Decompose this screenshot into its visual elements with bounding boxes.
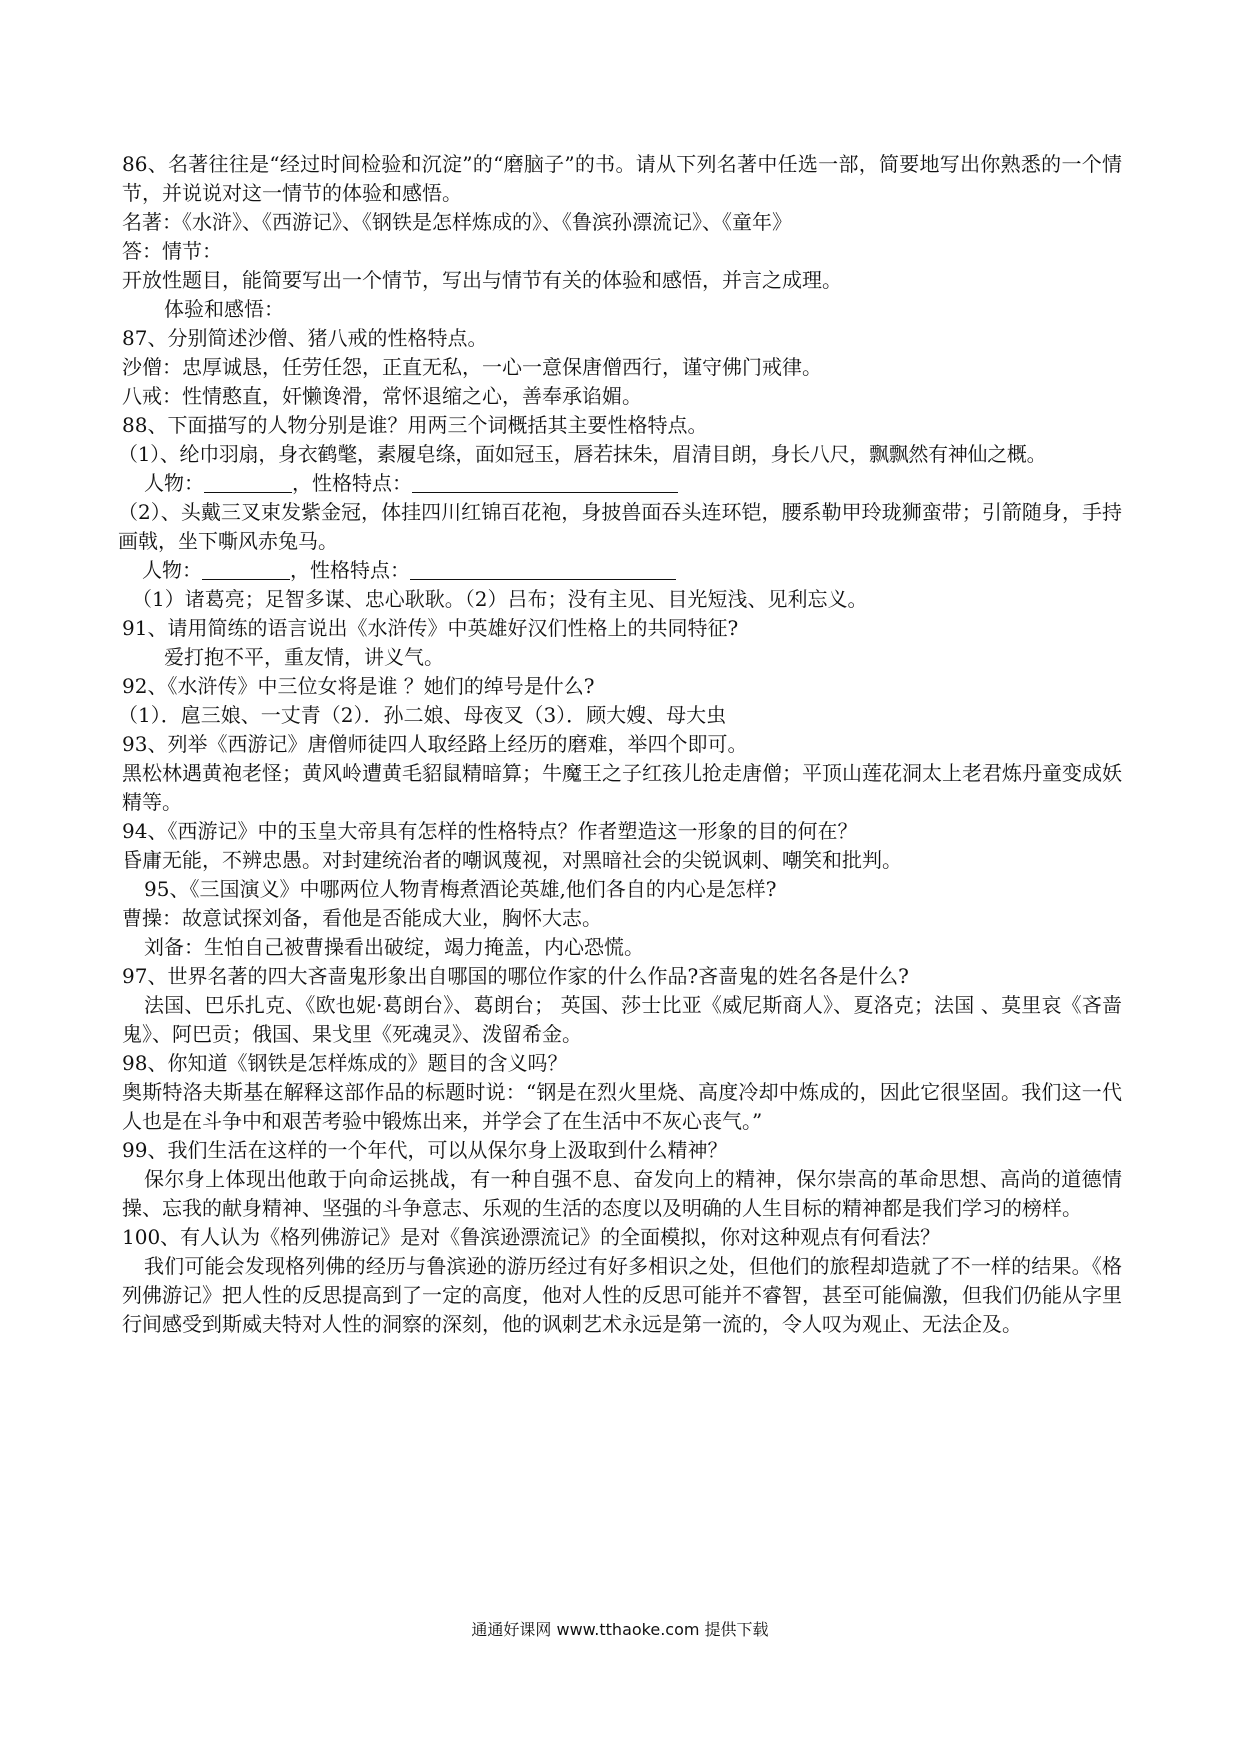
answer-line: 答：情节：	[122, 239, 222, 263]
answer-line: 我们可能会发现格列佛的经历与鲁滨逊的游历经过有好多相识之处，但他们的旅程却造就了不一样的结果。《格列佛游记》把人性的反思提高到了一定的高度，他对人性的反思可能并不睿智，甚至可能偏激，但我们仍能从字里行间感受到斯威夫特对人性的洞察的深刻，他的讽刺艺术永远是第一流的，令人叹为观止、无法企及。	[122, 1254, 1122, 1336]
question-99: 99、我们生活在这样的一个年代，可以从保尔身上汲取到什么精神？	[122, 1138, 728, 1162]
person-label: 人物：	[142, 558, 202, 582]
sub-question-2: （2）、头戴三叉束发紫金冠，体挂四川红锦百花袍，身披兽面吞头连环铠，腰系勒甲玲珑狮蛮带；引箭随身，手持画戟，坐下嘶风赤兔马。	[118, 500, 1122, 553]
answer-line: 法国、巴乐扎克、《欧也妮·葛朗台》、葛朗台； 英国、莎士比亚《威尼斯商人》、夏洛克；法国 、莫里哀《吝啬鬼》、阿巴贡；俄国、果戈里《死魂灵》、泼留希金。	[122, 993, 1122, 1046]
question-94: 94、《西游记》中的玉皇大帝具有怎样的性格特点？作者塑造这一形象的目的何在？	[122, 819, 858, 843]
document-body	[118, 150, 1122, 1339]
answer-line: 沙僧：忠厚诚恳，任劳任怨，正直无私，一心一意保唐僧西行，谨守佛门戒律。	[122, 355, 822, 379]
traits-blank	[410, 559, 676, 580]
answer-line: 奥斯特洛夫斯基在解释这部作品的标题时说：“钢是在烈火里烧、高度冷却中炼成的，因此它很坚固。我们这一代人也是在斗争中和艰苦考验中锻炼出来，并学会了在生活中不灰心丧气。”	[122, 1080, 1122, 1133]
traits-label: ，性格特点：	[290, 558, 410, 582]
answer-line: 保尔身上体现出他敢于向命运挑战，有一种自强不息、奋发向上的精神，保尔崇高的革命思想、高尚的道德情操、忘我的献身精神、坚强的斗争意志、乐观的生活的态度以及明确的人生目标的精神都是我们学习的榜样。	[122, 1167, 1122, 1220]
question-86: 86、名著往往是“经过时间检验和沉淀”的“磨脑子”的书。请从下列名著中任选一部，简要地写出你熟悉的一个情节，并说说对这一情节的体验和感悟。	[122, 152, 1122, 205]
answer-line: 刘备：生怕自己被曹操看出破绽，竭力掩盖，内心恐慌。	[144, 935, 644, 959]
fill-in-line-1	[122, 469, 1122, 498]
question-91: 91、请用简练的语言说出《水浒传》中英雄好汉们性格上的共同特征?	[122, 616, 739, 640]
answer-line: 黑松林遇黄袍老怪；黄风岭遭黄毛貂鼠精暗算；牛魔王之子红孩儿抢走唐僧；平顶山莲花洞太上老君炼丹童变成妖精等。	[122, 761, 1122, 814]
question-92: 92、《水浒传》中三位女将是谁 ？她们的绰号是什么?	[122, 674, 595, 698]
question-93: 93、列举《西游记》唐僧师徒四人取经路上经历的磨难，举四个即可。	[122, 732, 748, 756]
answer-line: （1）．扈三娘、一丈青（2）．孙二娘、母夜叉（3）．顾大嫂、母大虫	[118, 703, 727, 727]
question-98: 98、你知道《钢铁是怎样炼成的》题目的含义吗？	[122, 1051, 568, 1075]
answer-line: 爱打抱不平，重友情，讲义气。	[164, 645, 444, 669]
person-blank	[204, 472, 292, 493]
person-label: 人物：	[144, 471, 204, 495]
question-100: 100、有人认为《格列佛游记》是对《鲁滨逊漂流记》的全面模拟，你对这种观点有何看法？	[122, 1225, 941, 1249]
traits-blank	[412, 472, 678, 493]
question-87: 87、分别简述沙僧、猪八戒的性格特点。	[122, 326, 488, 350]
answer-line: 八戒：性情憨直，奸懒谗滑，常怀退缩之心，善奉承谄媚。	[122, 384, 642, 408]
page-footer: 通通好课网 www.tthaoke.com 提供下载	[471, 1620, 769, 1639]
answer-line: 体验和感悟：	[164, 297, 284, 321]
question-97: 97、世界名著的四大吝啬鬼形象出自哪国的哪位作家的什么作品?吝啬鬼的姓名各是什么?	[122, 964, 909, 988]
question-88: 88、下面描写的人物分别是谁？用两三个词概括其主要性格特点。	[122, 413, 708, 437]
answer-line: 开放性题目，能简要写出一个情节，写出与情节有关的体验和感悟，并言之成理。	[122, 268, 842, 292]
answer-line: 昏庸无能，不辨忠愚。对封建统治者的嘲讽蔑视，对黑暗社会的尖锐讽刺、嘲笑和批判。	[122, 848, 902, 872]
fill-in-line-2	[122, 556, 1122, 585]
sub-question-1: （1）、纶巾羽扇，身衣鹤氅，素履皂绦，面如冠玉，唇若抹朱，眉清目朗，身长八尺，飘飘然有神仙之概。	[118, 442, 1047, 466]
traits-label: ，性格特点：	[292, 471, 412, 495]
answer-line: 曹操：故意试探刘备，看他是否能成大业，胸怀大志。	[122, 906, 602, 930]
answer-line: （1）诸葛亮；足智多谋、忠心耿耿。（2）吕布；没有主见、目光短浅、见利忘义。	[132, 587, 868, 611]
answer-line: 名著：《水浒》、《西游记》、《钢铁是怎样炼成的》、《鲁滨孙漂流记》、《童年》	[122, 210, 792, 234]
person-blank	[202, 559, 290, 580]
question-95: 95、《三国演义》中哪两位人物青梅煮酒论英雄,他们各自的内心是怎样?	[144, 877, 777, 901]
